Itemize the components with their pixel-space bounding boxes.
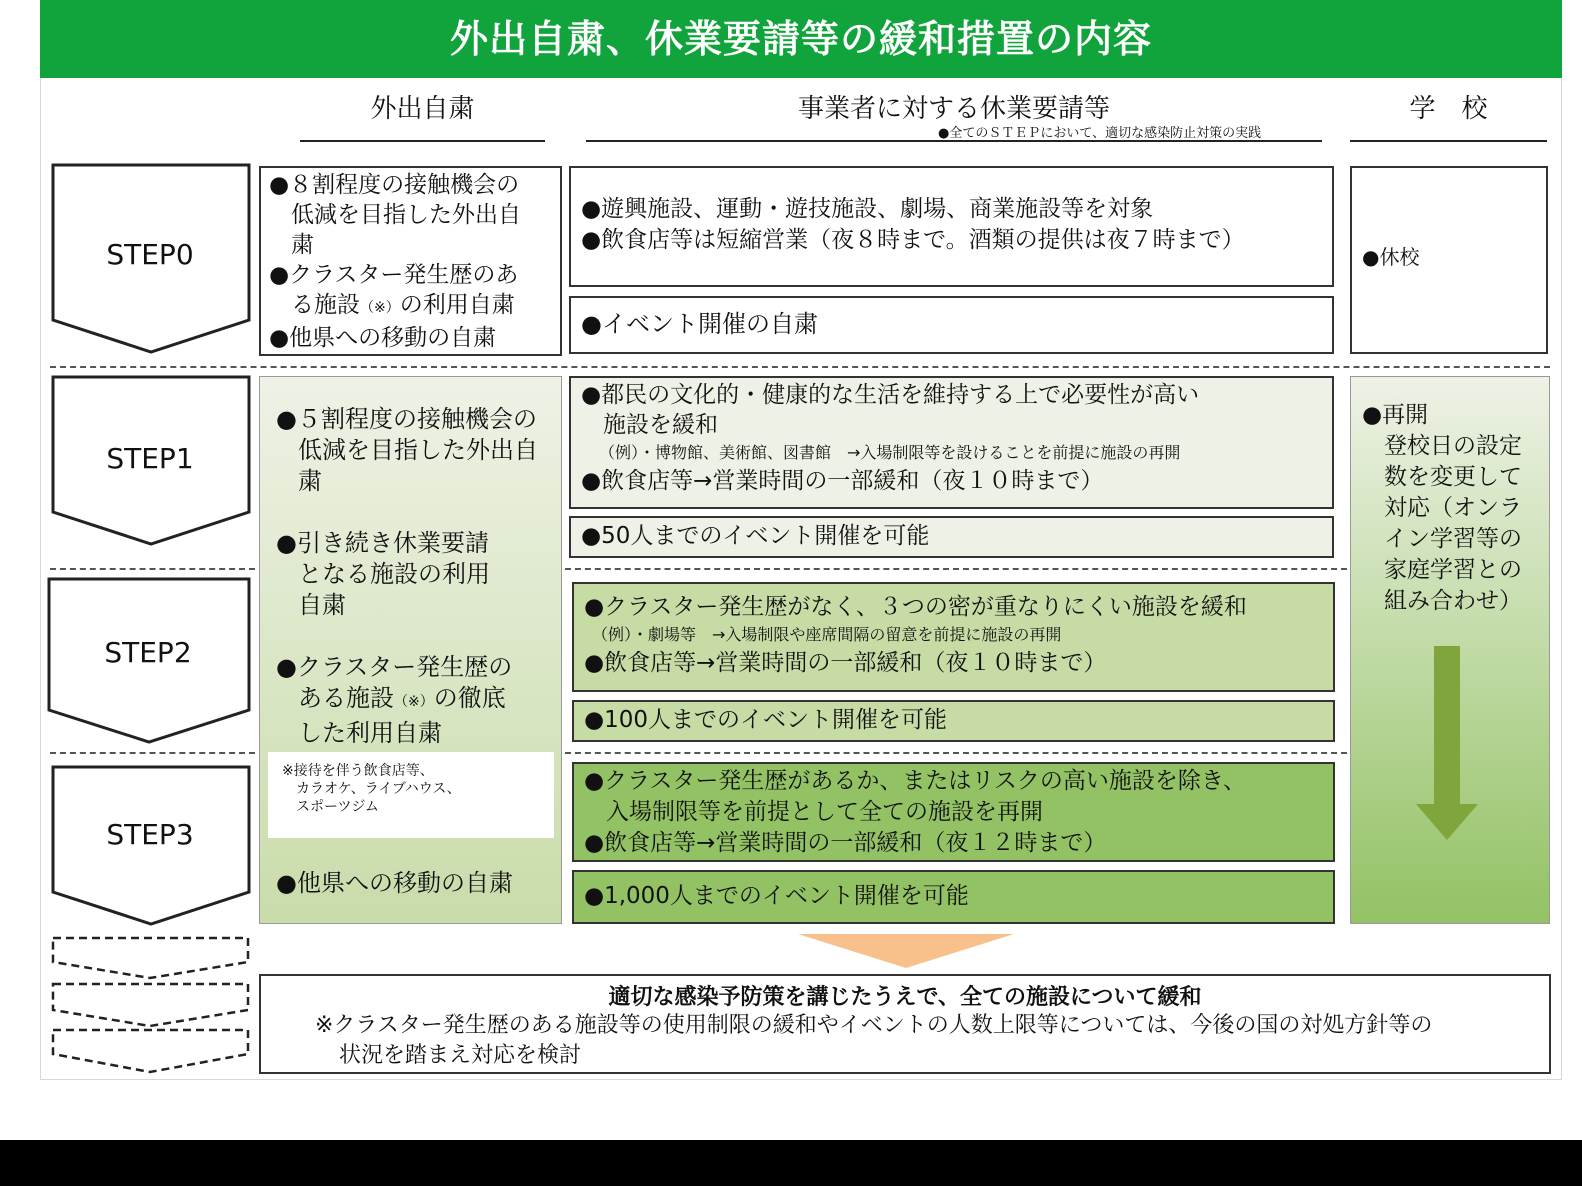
step1-business-line: ●飲食店等→営業時間の一部緩和（夜１０時まで）	[581, 468, 1104, 494]
school-steps-text	[1362, 400, 1546, 617]
outing-line: ●クラスター発生歴の	[276, 653, 513, 681]
step0-business-box	[569, 166, 1334, 287]
separator-step1-step2-left	[50, 568, 255, 570]
header-business-note: ●全てのＳＴＥＰにおいて、適切な感染防止対策の実践	[938, 126, 1262, 141]
step0-event-box	[569, 296, 1334, 354]
outing-line: となる施設の利用	[298, 560, 490, 588]
final-title: 適切な感染予防策を講じたうえで、全ての施設について緩和	[608, 985, 1202, 1010]
step0-event-text: ●イベント開催の自粛	[581, 310, 818, 338]
step3-event-box	[572, 870, 1335, 924]
outing-line: の徹底	[433, 684, 506, 712]
school-line: 数を変更して	[1384, 464, 1522, 490]
outing-para-2	[264, 520, 560, 629]
step0-outing-line: の利用自粛	[399, 292, 515, 318]
step2-event-box	[572, 700, 1335, 742]
bottom-black-bar	[0, 1140, 1582, 1186]
header-business-underline	[586, 140, 1322, 142]
step1-event-text: ●50人までのイベント開催を可能	[581, 523, 930, 549]
outing-note-line: スポーツジム	[296, 799, 379, 815]
step3-event-text: ●1,000人までのイベント開催を可能	[584, 883, 969, 909]
header-school: 学 校	[1409, 94, 1488, 124]
outing-line: した利用自粛	[298, 719, 442, 747]
step1-label: STEP1	[106, 442, 194, 475]
outing-line: ある施設	[298, 684, 394, 712]
step3-business-line: ●飲食店等→営業時間の一部緩和（夜１２時まで）	[584, 830, 1107, 856]
step2-label: STEP2	[104, 636, 192, 669]
school-line: 登校日の設定	[1384, 433, 1522, 459]
final-box	[259, 974, 1551, 1074]
school-line: 組み合わせ）	[1384, 588, 1522, 614]
final-dashed-chevrons	[50, 934, 254, 1080]
step2-business-box	[572, 582, 1335, 692]
step0-outing-note-mark: （※）	[360, 300, 400, 316]
header-outing-underline	[300, 140, 545, 142]
separator-step1-step2-right	[565, 568, 1347, 570]
step1-event-box	[569, 516, 1334, 558]
step0-outing-line: 低減を目指した外出自	[291, 202, 521, 228]
step0-business-line: ●遊興施設、運動・遊技施設、劇場、商業施設等を対象	[581, 196, 1154, 222]
school-line: ●再開	[1362, 402, 1429, 428]
step2-business-example: （例）・劇場等 →入場制限や座席間隔の留意を前提に施設の再開	[592, 625, 1062, 644]
header-outing: 外出自粛	[370, 94, 475, 124]
outing-facility-note	[268, 752, 554, 838]
step0-business-line: ●飲食店等は短縮営業（夜８時まで。酒類の提供は夜７時まで）	[581, 227, 1245, 253]
separator-step2-step3-right	[565, 752, 1347, 754]
step2-business-line: ●クラスター発生歴がなく、３つの密が重なりにくい施設を緩和	[584, 594, 1247, 620]
final-orange-arrow-icon	[798, 934, 1014, 968]
outing-para-3	[264, 644, 560, 757]
outing-line: 低減を目指した外出自	[298, 436, 538, 464]
step0-outing-line: 粛	[291, 232, 314, 258]
school-down-arrow-icon	[1416, 646, 1478, 842]
step0-outing-line: ●クラスター発生歴のあ	[269, 262, 519, 288]
step0-outing-line: ●他県への移動の自粛	[269, 325, 497, 351]
step0-outing-line: る施設	[291, 292, 360, 318]
separator-step2-step3-left	[50, 752, 255, 754]
step0-school-box	[1350, 166, 1548, 354]
step2-event-text: ●100人までのイベント開催を可能	[584, 707, 947, 733]
page-title: 外出自粛、休業要請等の緩和措置の内容	[40, 0, 1562, 78]
step3-business-line: 入場制限等を前提として全ての施設を再開	[606, 799, 1043, 825]
step1-business-line: ●都民の文化的・健康的な生活を維持する上で必要性が高い	[581, 382, 1200, 408]
outing-para-4	[264, 860, 560, 907]
step3-business-box	[572, 762, 1335, 862]
outing-line: ●５割程度の接触機会の	[276, 405, 537, 433]
final-note-line: ※クラスター発生歴のある施設等の使用制限の緩和やイベントの人数上限等については、今後の国の対処方針等の	[315, 1013, 1433, 1038]
step3-label: STEP3	[106, 818, 194, 851]
school-line: 家庭学習との	[1384, 557, 1522, 583]
outing-para-1	[264, 396, 560, 505]
step1-business-example: （例）・博物館、美術館、図書館 →入場制限等を設けることを前提に施設の再開	[599, 443, 1181, 462]
outing-line: ●他県への移動の自粛	[276, 869, 513, 897]
outing-note-line: ※接待を伴う飲食店等、	[282, 763, 434, 779]
step0-school-text: ●休校	[1362, 245, 1420, 269]
school-line: イン学習等の	[1384, 526, 1522, 552]
step0-outing-box	[259, 166, 562, 356]
header-school-underline	[1350, 140, 1547, 142]
step3-business-line: ●クラスター発生歴があるか、またはリスクの高い施設を除き、	[584, 768, 1246, 794]
header-business: 事業者に対する休業要請等	[797, 94, 1110, 124]
outing-line: ●引き続き休業要請	[276, 529, 489, 557]
step2-business-line: ●飲食店等→営業時間の一部緩和（夜１０時まで）	[584, 650, 1107, 676]
step0-outing-line: ●８割程度の接触機会の	[269, 172, 520, 198]
school-line: 対応（オンラ	[1384, 495, 1522, 521]
outing-line: 自粛	[298, 591, 346, 619]
step1-business-line: 施設を緩和	[603, 412, 718, 438]
step1-business-box	[569, 376, 1334, 509]
outing-line: 粛	[298, 467, 322, 495]
outing-note-mark: （※）	[394, 694, 434, 710]
final-note-line: 状況を踏まえ対応を検討	[339, 1043, 582, 1068]
outing-note-line: カラオケ、ライブハウス、	[296, 781, 461, 797]
separator-step0-step1	[50, 366, 1550, 368]
step0-label: STEP0	[106, 238, 194, 271]
